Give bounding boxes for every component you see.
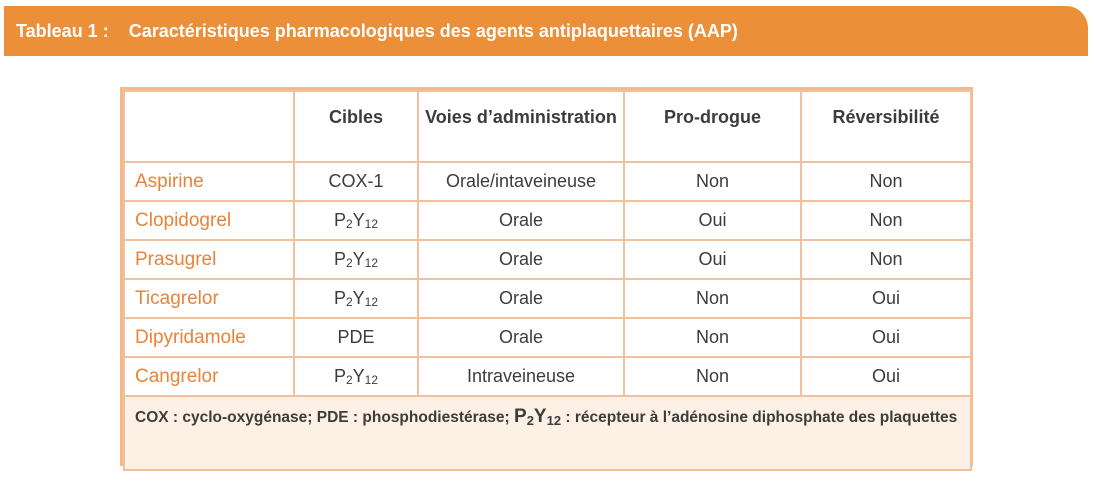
column-header-drug [124,91,294,162]
prodrug-cell: Oui [624,201,801,240]
drug-name: Dipyridamole [124,318,294,357]
table-footnote: COX : cyclo-oxygénase; PDE : phosphodiestérase; $P_2Y_{12}$ : récepteur à l’adénosine diphosphate des plaquettes [124,396,971,470]
prodrug-cell: Non [624,279,801,318]
table-row [124,162,971,201]
route-cell: Orale/intaveineuse [418,162,624,201]
p2y12-symbol: $P_2Y_{12}$ [333,288,379,309]
table-caption-bar [4,6,1088,56]
column-header-routes: Voies d’administration [418,91,624,162]
pharmacology-table [123,90,972,471]
route-cell: Orale [418,318,624,357]
table-row [124,279,971,318]
table-row [124,357,971,396]
table-number: Tableau 1 : [16,20,109,41]
drug-name: Prasugrel [124,240,294,279]
p2y12-symbol: $P_2Y_{12}$ [333,249,379,270]
reversibility-cell: Oui [801,279,971,318]
table-row [124,318,971,357]
target-cell [294,279,418,318]
p2y12-symbol: $P_2Y_{12}$ [333,366,379,387]
reversibility-cell: Non [801,201,971,240]
column-header-targets: Cibles [294,91,418,162]
target-cell [294,240,418,279]
reversibility-cell: Non [801,240,971,279]
prodrug-cell: Oui [624,240,801,279]
table-title: Caractéristiques pharmacologiques des agents antiplaquettaires (AAP) [128,20,738,41]
route-cell: Intraveineuse [418,357,624,396]
prodrug-cell: Non [624,357,801,396]
reversibility-cell: Oui [801,357,971,396]
reversibility-cell: Oui [801,318,971,357]
route-cell: Orale [418,240,624,279]
table-row [124,240,971,279]
drug-name: Cangrelor [124,357,294,396]
p2y12-symbol: $P_2Y_{12}$ [514,406,562,428]
table-row [124,201,971,240]
prodrug-cell: Non [624,318,801,357]
drug-name: Ticagrelor [124,279,294,318]
prodrug-cell: Non [624,162,801,201]
header-row [124,91,971,162]
column-header-reversibility: Réversibilité [801,91,971,162]
drug-name: Aspirine [124,162,294,201]
route-cell: Orale [418,279,624,318]
pharmacology-table-frame [120,87,973,466]
p2y12-symbol: $P_2Y_{12}$ [333,210,379,231]
target-cell: COX-1 [294,162,418,201]
target-cell: PDE [294,318,418,357]
target-cell [294,201,418,240]
drug-name: Clopidogrel [124,201,294,240]
column-header-prodrug: Pro-drogue [624,91,801,162]
reversibility-cell: Non [801,162,971,201]
footnote-row [124,396,971,470]
target-cell [294,357,418,396]
route-cell: Orale [418,201,624,240]
